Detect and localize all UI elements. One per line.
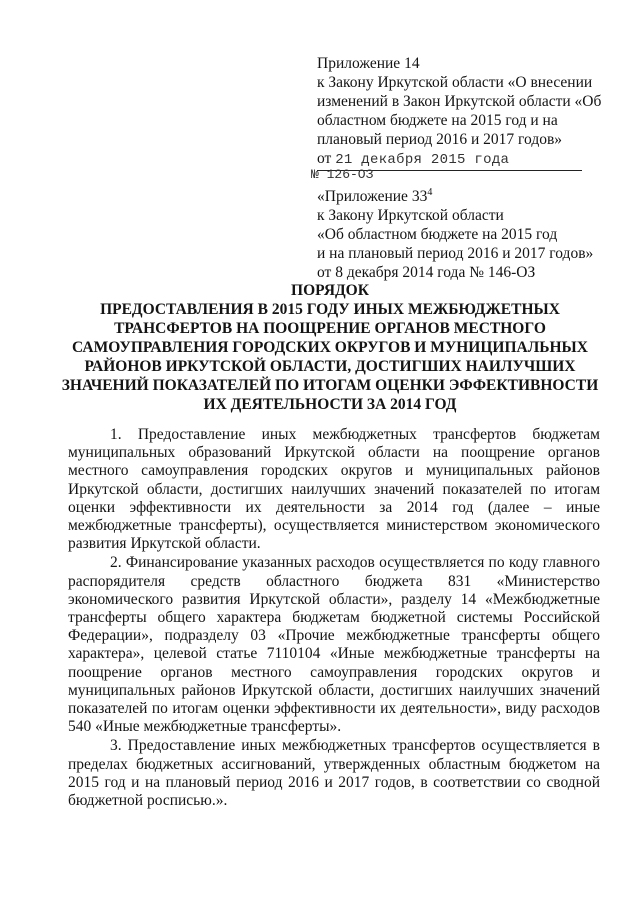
appendix-law-line: плановый период 2016 и 2017 годов» <box>317 131 563 148</box>
title-line: ТРАНСФЕРТОВ НА ПООЩРЕНИЕ ОРГАНОВ МЕСТНОГО <box>114 320 546 337</box>
paragraph-1: 1. Предоставление иных межбюджетных трансфертов бюджетам муниципальных образований Иркутской области на поощрение органов местного самоуправления городских округов и муниципальных районов Иркутской области, достигших наилучших значений показателей по итогам оценки эффективности их деятельности за 2014 год (далее – иные межбюджетные трансферты), осуществляется министерством экономического развития Иркутской области. <box>68 426 600 553</box>
date-prefix: от <box>317 150 336 167</box>
appendix-block <box>311 54 617 182</box>
original-appendix-number <box>317 187 617 206</box>
original-appendix-label: «Приложение 33 <box>317 188 428 205</box>
law-number: № 126-ОЗ <box>311 167 374 182</box>
original-appendix-block <box>317 187 617 282</box>
original-appendix-line: к Закону Иркутской области <box>317 207 504 224</box>
title-line: РАЙОНОВ ИРКУТСКОЙ ОБЛАСТИ, ДОСТИГШИХ НАИЛУЧШИХ <box>84 358 576 375</box>
paragraph-2: 2. Финансирование указанных расходов осуществляется по коду главного распорядителя средств областного бюджета 831 «Министерство экономического развития Иркутской области», разделу 14 «Межбюджетные трансферты общего характера бюджетам бюджетной системы Российской Федерации», подразделу 03 «Прочие межбюджетные трансферты общего характера», целевой статье 7110104 «Иные межбюджетные трансферты на поощрение органов местного самоуправления городских округов и муниципальных районов Иркутской области, достигших наилучших значений показателей по итогам оценки эффективности их деятельности», виду расходов 540 «Иные межбюджетные трансферты». <box>68 554 600 736</box>
paragraph-3: 3. Предоставление иных межбюджетных трансфертов осуществляется в пределах бюджетных ассигнований, утвержденных областным бюджетом на 2015 год и на плановый период 2016 и 2017 годов, в соответствии со сводной бюджетной росписью.». <box>68 737 600 810</box>
title-line: ИХ ДЕЯТЕЛЬНОСТИ ЗА 2014 ГОД <box>203 396 457 413</box>
title-line: ЗНАЧЕНИЙ ПОКАЗАТЕЛЕЙ ПО ИТОГАМ ОЦЕНКИ ЭФФЕКТИВНОСТИ <box>61 377 599 394</box>
appendix-number: Приложение 14 <box>317 55 420 72</box>
appendix-law-line: к Закону Иркутской области «О внесении <box>317 74 593 91</box>
appendix-superscript: 4 <box>427 187 433 198</box>
title-line: ПРЕДОСТАВЛЕНИЯ В 2015 ГОДУ ИНЫХ МЕЖБЮДЖЕТНЫХ <box>100 301 560 318</box>
document-body <box>68 426 600 811</box>
original-appendix-line: «Об областном бюджете на 2015 год <box>317 226 558 243</box>
title-line: САМОУПРАВЛЕНИЯ ГОРОДСКИХ ОКРУГОВ И МУНИЦИПАЛЬНЫХ <box>72 339 588 356</box>
title-heading: ПОРЯДОК <box>291 282 369 299</box>
date-typed: 21 декабря 2015 года <box>335 152 510 168</box>
appendix-law-line: изменений в Закон Иркутской области «Об <box>317 93 602 110</box>
appendix-law-line: областном бюджете на 2015 год и на <box>317 112 558 129</box>
document-title <box>60 281 600 414</box>
original-appendix-line: от 8 декабря 2014 года № 146-ОЗ <box>317 264 536 281</box>
original-appendix-line: и на плановый период 2016 и 2017 годов» <box>317 245 594 262</box>
